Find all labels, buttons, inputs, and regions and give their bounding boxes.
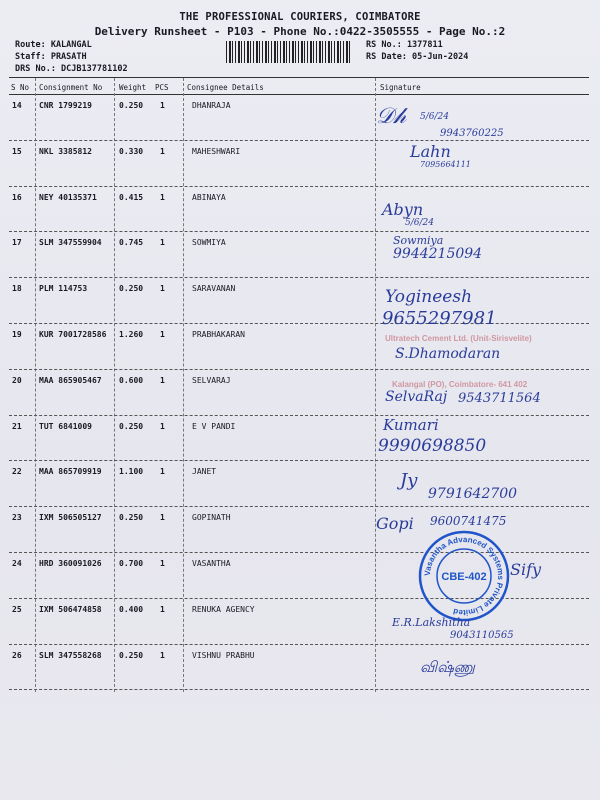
row-weight: 0.250 [119,513,144,523]
col-consignment-header: Consignment No [39,83,103,92]
handwriting-name-21: Kumari [383,416,439,434]
row-pcs: 1 [160,192,165,202]
runsheet-subtitle: Delivery Runsheet - P103 - Phone No.:0422-3505555 - Page No.:2 [94,25,506,38]
row-consignee: DHANRAJA [192,101,231,110]
row-pcs: 1 [160,330,165,339]
col-pcs-header: PCS [155,83,169,92]
signature-24: Sify [510,560,542,579]
row-consignee: RENUKA AGENCY [192,604,255,614]
row-consignment-no: NEY 40135371 [39,192,97,202]
row-weight: 1.260 [119,330,144,339]
row-pcs: 1 [160,238,165,248]
row-separator [9,460,589,461]
row-weight: 0.250 [119,421,144,431]
handwriting-name-20: SelvaRaj [385,389,448,405]
handwriting-name-19: S.Dhamodaran [395,346,501,362]
col-divider [375,78,376,692]
row-consignment-no: NKL 3385812 [39,146,92,156]
row-pcs: 1 [160,284,165,294]
row-consignee: PRABHAKARAN [192,330,245,339]
row-consignee: SOWMIYA [192,238,226,248]
row-pcs: 1 [160,559,165,568]
row-consignment-no: MAA 865905467 [39,375,102,385]
col-weight-header: Weight [119,83,147,92]
row-consignee: ABINAYA [192,192,226,202]
row-separator [9,689,589,690]
row-weight: 0.250 [119,101,144,110]
handwriting-phone-21: 9990698850 [378,436,487,456]
row-weight: 0.400 [119,604,144,614]
signature-26: விஷ்ணு [420,658,475,676]
signature-14: 𝒟𝒽 [376,104,407,129]
row-consignment-no: KUR 7001728586 [39,330,107,339]
row-weight: 0.250 [119,650,144,660]
row-consignee: VASANTHA [192,559,231,568]
row-sno: 21 [12,421,22,431]
handwriting-phone-23: 9600741475 [430,514,507,528]
row-pcs: 1 [160,604,165,614]
row-weight: 0.250 [119,284,144,294]
handwriting-phone-15: 7095664111 [420,160,471,169]
row-consignment-no: CNR 1799219 [39,101,92,110]
row-consignment-no: PLM 114753 [39,284,88,294]
handwriting-phone-17: 9944215094 [393,246,483,262]
row-sno: 22 [12,467,22,477]
row-consignment-no: TUT 6841009 [39,421,92,431]
svg-text:CBE-402: CBE-402 [441,571,487,583]
row-consignee: MAHESHWARI [192,146,241,156]
row-pcs: 1 [160,375,165,385]
row-sno: 20 [12,375,22,385]
signature-22: Jy [400,470,418,491]
rs-number: RS No.: 1377811 [366,40,443,50]
row-sno: 16 [12,192,22,202]
col-divider [114,78,115,692]
row-separator [9,644,589,645]
row-consignee: SARAVANAN [192,284,236,294]
row-pcs: 1 [160,650,165,660]
handwriting-phone-22: 9791642700 [428,486,518,502]
row-sno: 24 [12,559,22,568]
row-pcs: 1 [160,467,165,477]
ultratech-stamp-line1: Ultratech Cement Ltd. (Unit-Sirisvelite) [385,334,532,343]
row-consignee: VISHNU PRABHU [192,650,255,660]
row-weight: 0.330 [119,146,144,156]
row-sno: 14 [12,101,22,110]
handwriting-date-16: 5/6/24 [405,218,434,228]
row-pcs: 1 [160,421,165,431]
row-sno: 26 [12,650,22,660]
row-sno: 19 [12,330,22,339]
row-pcs: 1 [160,146,165,156]
row-pcs: 1 [160,101,165,110]
row-consignment-no: IXM 506474858 [39,604,102,614]
handwriting-phone-18: 9655297981 [382,308,497,329]
row-consignment-no: SLM 347558268 [39,650,102,660]
row-weight: 0.745 [119,238,144,248]
handwriting-phone-20: 9543711564 [458,391,541,406]
row-sno: 15 [12,146,22,156]
row-consignee: GOPINATH [192,513,231,523]
row-consignment-no: SLM 347559904 [39,238,102,248]
row-consignment-no: HRD 360091026 [39,559,102,568]
row-consignee: E V PANDI [192,421,236,431]
row-consignment-no: MAA 865709919 [39,467,102,477]
barcode [226,41,350,63]
company-seal [418,530,510,622]
handwriting-name-18: Yogineesh [385,287,473,307]
route-label: Route: KALANGAL [15,40,92,50]
header-top-rule [9,77,589,78]
row-weight: 0.600 [119,375,144,385]
row-separator [9,369,589,370]
signature-16: Abyn [382,200,424,219]
row-separator [9,506,589,507]
col-divider [35,78,36,692]
row-separator [9,140,589,141]
col-consignee-header: Consignee Details [187,83,264,92]
row-sno: 25 [12,604,22,614]
row-separator [9,323,589,324]
row-separator [9,277,589,278]
row-separator [9,415,589,416]
row-consignee: JANET [192,467,217,477]
row-consignment-no: IXM 506505127 [39,513,102,523]
signature-17: Sowmiya [393,234,444,247]
col-divider [183,78,184,692]
handwriting-date-14: 5/6/24 [420,112,449,122]
staff-label: Staff: PRASATH [15,52,87,62]
row-separator [9,186,589,187]
handwriting-phone-14: 9943760225 [440,128,504,139]
row-weight: 1.100 [119,467,144,477]
handwriting-name-25: E.R.Lakshitha [392,616,471,629]
row-weight: 0.700 [119,559,144,568]
ultratech-stamp-line2: Kalangal (PO), Coimbatore- 641 402 [392,380,528,389]
signature-15: Lahn [410,142,451,161]
col-sno-header: S No [11,83,30,92]
row-consignee: SELVARAJ [192,375,231,385]
row-weight: 0.415 [119,192,144,202]
drs-number: DRS No.: DCJB137781102 [15,64,128,74]
row-separator [9,231,589,232]
row-pcs: 1 [160,513,165,523]
header-bottom-rule [9,94,589,95]
rs-date: RS Date: 05-Jun-2024 [366,52,469,62]
handwriting-phone-25: 9043110565 [450,630,514,641]
row-sno: 18 [12,284,22,294]
row-sno: 23 [12,513,22,523]
svg-text:Vasantha Advanced Systems Priv: Vasantha Advanced Systems Private Limited [422,534,506,618]
row-sno: 17 [12,238,22,248]
signature-23: Gopi [376,514,414,533]
company-title: THE PROFESSIONAL COURIERS, COIMBATORE [179,11,421,23]
col-signature-header: Signature [380,83,421,92]
